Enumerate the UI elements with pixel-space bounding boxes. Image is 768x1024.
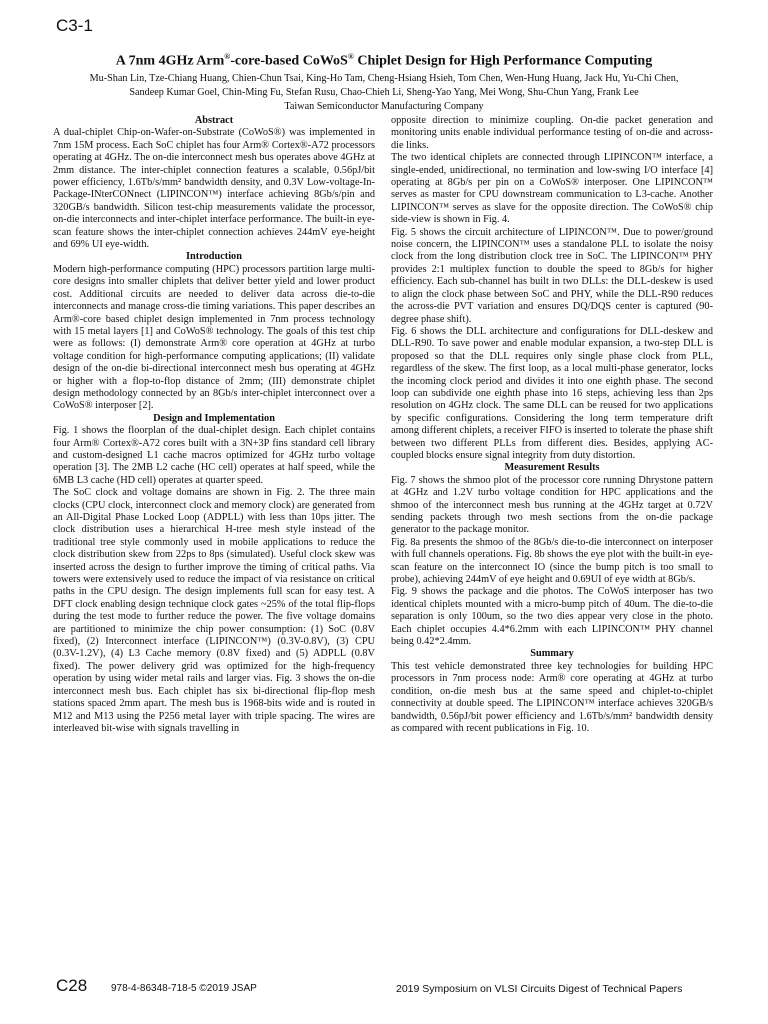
title-registered-mark-2: ® [347, 52, 354, 61]
conference-name: 2019 Symposium on VLSI Circuits Digest of Technical Papers [396, 983, 683, 995]
heading-summary: Summary [530, 648, 574, 660]
paragraph-right-4: Fig. 6 shows the DLL architecture and configurations for DLL-deskew and DLL-R90. To save power and enable modular expansion, a two-step DLL is proposed so that the DLL requires only single phase clock from PLL, regardless of the skew. The first loop, as a local multi-phase generator, locks the incoming clock period and divides it into one eighth phase. The second loop can subdivide one eighth phase into 16 steps, achieving less than 2ps resolution on 4GHz clock. The same DLL can be reused for two applications by specific configurations. Considering the long term temperature drift among different chiplets, a receiver FIFO is inserted to tolerate the phase shift between two different PLLs from different dies. Besides, applying AC-coupled blocks ensure signal integrity from duty distortion. [391, 325, 713, 461]
title-part-b: -core-based CoWoS [230, 53, 348, 69]
paragraph-design-1: Fig. 1 shows the floorplan of the dual-chiplet design. Each chiplet contains four Arm® Cortex®-A72 cores built with a 3N+3P fins standard cell library and custom-designed L1 cache macros optimized for 4GHz turbo voltage operation [3]. The 2MB L2 cache (HC cell) operates at half speed, while the 6MB L3 cache (HD cell) operates at quarter speed. [53, 425, 375, 486]
left-column [53, 115, 375, 735]
affiliation: Taiwan Semiconductor Manufacturing Company [284, 101, 484, 112]
authors-line-2: Sandeep Kumar Goel, Chin-Ming Fu, Stefan Rusu, Chao-Chieh Li, Sheng-Yao Yang, Mei Wong, Shu-Chun Yang, Frank Lee [129, 87, 639, 98]
title-registered-mark-1: ® [224, 52, 231, 61]
paragraph-introduction: Modern high-performance computing (HPC) processors partition large multi-core designs into smaller chiplets that deliver better yield and lower product cost. Additional circuits are needed to deliver data across die-to-die interconnects and manage cross-die timing variations. This paper describes an Arm®-core based chiplet design implemented in 7nm process technology with 15 metal layers [1] and CoWoS® technology. The goals of this test chip were as follows: (I) demonstrate Arm® core operation at 4GHz at turbo voltage condition for high-performance computing applications; (II) validate design of the on-die bi-directional interconnect mesh bus operating at 4GHz or higher with a flop-to-flop distance of 2mm; (III) demonstrate chiplet design methodology connected by an 8Gb/s inter-chiplet interconnect over a CoWoS® interposer [2]. [53, 263, 375, 412]
title-part-a: A 7nm 4GHz Arm [115, 53, 225, 69]
paragraph-right-1: opposite direction to minimize coupling. On-die packet generation and monitoring units enable individual performance testing of on-die and across-die links. [391, 115, 713, 151]
paragraph-right-6: Fig. 8a presents the shmoo of the 8Gb/s die-to-die interconnect on interposer with full channels operations. Fig. 8b shows the eye plot with the built-in eye-scan feature on the interconnect IO (since the bump pitch is too small to probe), achieving 244mV of eye height and 0.69UI of eye width at 8Gb/s. [391, 536, 713, 586]
author-block [60, 72, 708, 114]
paragraph-design-2: The SoC clock and voltage domains are shown in Fig. 2. The three main clocks (CPU clock, interconnect clock and memory clock) are generated from an All-Digital Phase Locked Loop (ADPLL) with less than 10ps jitter. The clock distribution uses a hierarchical H-tree mesh style instead of the traditional tree style commonly used in mobile applications to reduce the clock distribution skew from 22ps to 8ps (simulated). Useful clock skew was inserted across the design to further improve the timing of critical paths. Via towers were extensively used to reduce the impact of via resistance on critical paths in the CPU design. The design implements full scan for easy test. A DFT clock enabling design technique clock gates ~25% of the total flip-flops during the test mode to further reduce the power. The five voltage domains are partitioned to minimize the chip power consumption: (1) SoC (0.8V fixed), (2) Interconnect interface (LIPINCON™) (0.3V-0.8V), (3) CPU (0.3V-1.2V), (4) L3 Cache memory (0.8V fixed) and (5) ADPLL (0.8V fixed). The power delivery grid was optimized for the high-frequency operation by using wider metal rails and larger vias. Fig. 3 shows the on-die interconnect mesh bus. Each chiplet has six bi-directional flip-flop mesh stations spaced 2mm apart. The mesh bus is 1968-bits wide and is routed in M12 and M13 using the P256 metal layer with triple spacing. The wires are interleaved bit-wise with signals travelling in [53, 487, 375, 734]
title-part-c: Chiplet Design for High Performance Computing [353, 53, 653, 69]
paragraph-right-5: Fig. 7 shows the shmoo plot of the processor core running Dhrystone pattern at 4GHz and 1.2V turbo voltage condition for HPC applications and the shmoo of the interconnect mesh bus running at the 4GHz target at 0.72V sending packets through two mesh sections from the on-die package generator to the package monitor. [391, 474, 713, 536]
authors-line-1: Mu-Shan Lin, Tze-Chiang Huang, Chien-Chun Tsai, King-Ho Tam, Cheng-Hsiang Hsieh, Tom Chen, Wen-Hung Huang, Jack Hu, Yu-Chi Chen, [89, 73, 679, 84]
paragraph-right-7: Fig. 9 shows the package and die photos. The CoWoS interposer has two identical chiplets mounted with a micro-bump pitch of 40um. The die-to-die separation is only 100um, so the two dies appear very close in the photo. Each chiplet occupies 4.4*6.2mm with each LIPINCON™ PHY channel being 0.42*2.4mm. [391, 586, 713, 648]
paragraph-right-2: The two identical chiplets are connected through LIPINCON™ interface, a single-ended, unidirectional, no termination and low-swing I/O interface [4] operating at 8Gb/s per pin on a CoWoS® interposer. One LIPINCON™ serves as master for CPU downstream communication to L3-cache. Another LIPINCON™ serves as slave for the opposite direction. The CoWoS® chip side-view is shown in Fig. 4. [391, 152, 713, 226]
heading-measurement-results: Measurement Results [504, 462, 600, 474]
heading-abstract: Abstract [194, 115, 234, 126]
paper-title [0, 52, 768, 70]
right-column [391, 115, 713, 735]
paragraph-summary: This test vehicle demonstrated three key technologies for building HPC processors in 7nm process node: Arm® core operating at 4GHz at turbo condition, on-die mesh bus at the same speed and chiplet-to-chiplet connectivity at double speed. The LIPINCON™ interface achieves 320GB/s bandwidth, 0.56pJ/bit power efficiency and 1.6Tb/s/mm² bandwidth density as compared with recent publications in Fig. 10. [391, 660, 713, 734]
heading-design: Design and Implementation [153, 412, 275, 424]
paragraph-abstract: A dual-chiplet Chip-on-Wafer-on-Substrate (CoWoS®) was implemented in 7nm 15M process. Each SoC chiplet has four Arm® Cortex®-A72 processors operating at 4GHz. The on-die interconnect mesh bus operates above 4GHz at 2mm distance. The inter-chiplet connection features a scalable, 0.56pJ/bit power efficiency, 1.6Tb/s/mm² bandwidth density, and 0.3V Low-voltage-In-Package-INterCONnect (LIPINCON™) interface achieving 8Gb/s/pin and 320GB/s bandwidth. Silicon test-chip measurements validate the processor, on-die interconnects and inter-chiplet interface performance. The built-in eye-scan feature shows the inter-chiplet connection achieves 244mV eye-height and 69% UI eye-width. [53, 127, 375, 251]
heading-introduction: Introduction [186, 251, 242, 263]
paragraph-right-3: Fig. 5 shows the circuit architecture of LIPINCON™. Due to power/ground noise concern, the LIPINCON™ uses a standalone PLL to isolate the noisy clock from the long distribution clock tree in SoC. The LIPINCON™ PHY provides 2:1 multiplex function to double the speed to 8Gb/s for higher efficiency. Each sub-channel has built in two DLLs: the DLL-deskew is used to align the clock phase between SoC and PHY, while the DLL-R90 reduces the across-die PVT variation and ensures DQ/DQS center is captured (90-degree phase shift). [391, 226, 713, 325]
session-code: C3-1 [56, 16, 93, 35]
isbn-copyright: 978-4-86348-718-5 ©2019 JSAP [111, 983, 257, 994]
page-number: C28 [56, 976, 88, 995]
